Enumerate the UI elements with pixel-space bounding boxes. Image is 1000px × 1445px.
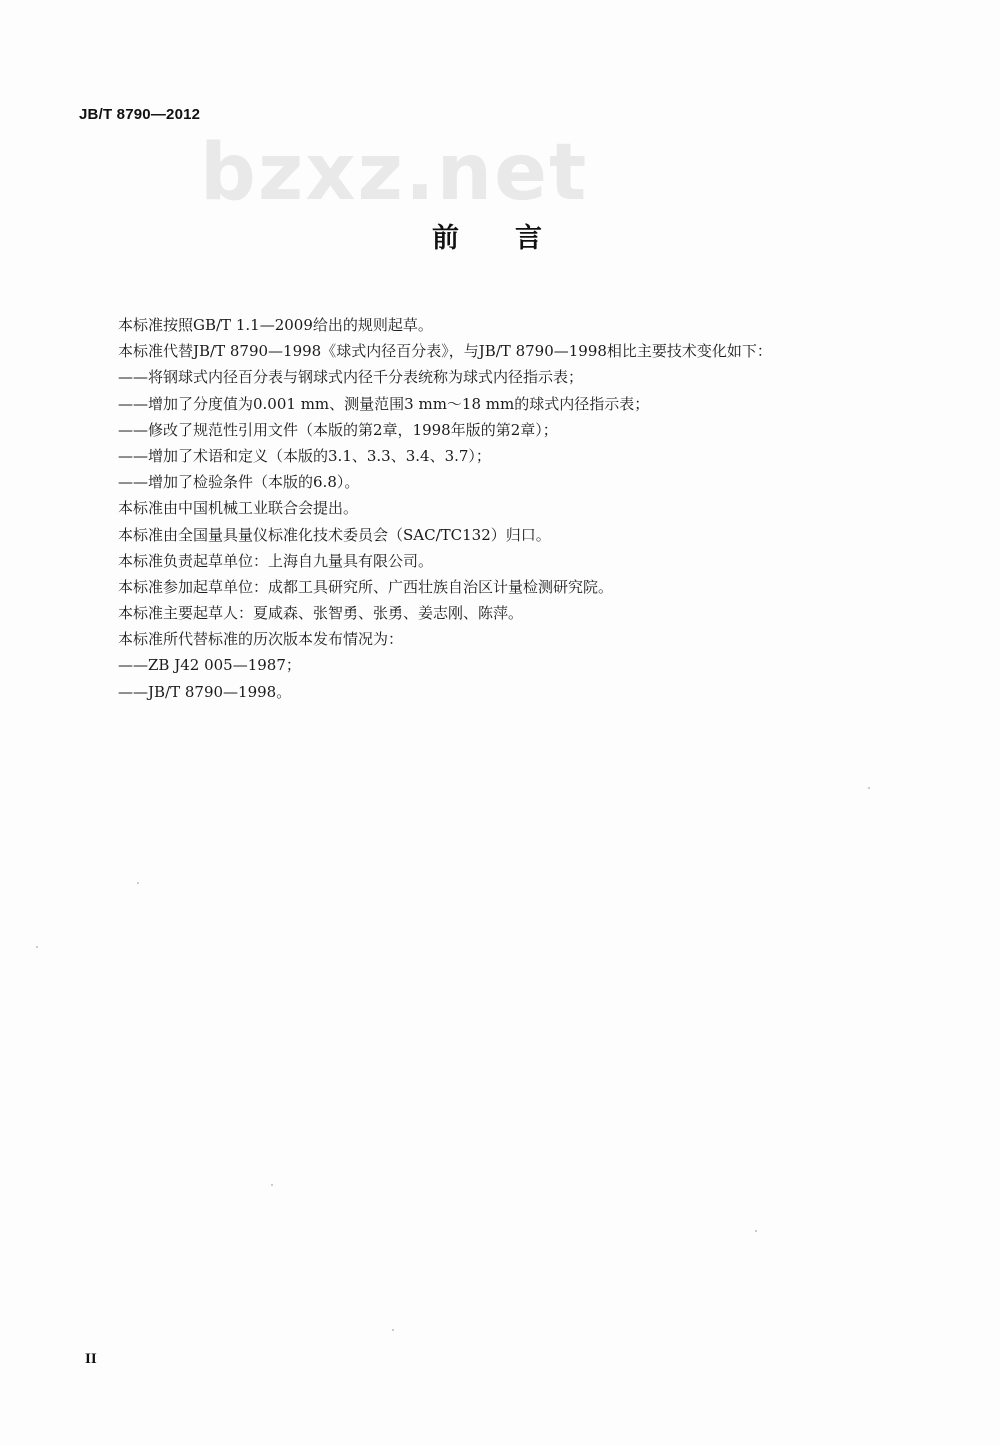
paragraph-proposer: 本标准由中国机械工业联合会提出。 bbox=[118, 499, 359, 518]
page-title: 前言 bbox=[432, 223, 598, 254]
paragraph-participating-drafters: 本标准参加起草单位：成都工具研究所、广西壮族自治区计量检测研究院。 bbox=[118, 577, 614, 596]
change-item: ——修改了规范性引用文件（本版的第2章，1998年版的第2章）； bbox=[118, 420, 558, 439]
change-item: ——增加了术语和定义（本版的3.1、3.3、3.4、3.7）； bbox=[118, 446, 491, 465]
scan-speck bbox=[36, 946, 38, 948]
site-watermark: bzxz.net bbox=[200, 128, 589, 218]
change-item: ——将钢球式内径百分表与钢球式内径千分表统称为球式内径指示表； bbox=[118, 368, 584, 387]
scan-speck bbox=[755, 1230, 757, 1232]
scan-speck bbox=[868, 787, 870, 789]
paragraph-responsible-drafter: 本标准负责起草单位：上海自九量具有限公司。 bbox=[118, 551, 434, 570]
foreword-body bbox=[118, 312, 918, 705]
paragraph-version-history: 本标准所代替标准的历次版本发布情况为： bbox=[118, 630, 404, 649]
version-history-item: ——ZB J42 005—1987； bbox=[118, 656, 301, 675]
change-item: ——增加了检验条件（本版的6.8）。 bbox=[118, 473, 360, 492]
change-item: ——增加了分度值为0.001 mm、测量范围3 mm～18 mm的球式内径指示表； bbox=[118, 394, 650, 413]
standard-code-header: JB/T 8790—2012 bbox=[79, 106, 201, 123]
paragraph-replacement: 本标准代替JB/T 8790—1998《球式内径百分表》，与JB/T 8790—1998相比主要技术变化如下： bbox=[118, 342, 772, 361]
paragraph-drafting-rules: 本标准按照GB/T 1.1—2009给出的规则起草。 bbox=[118, 316, 433, 334]
paragraph-main-drafters: 本标准主要起草人：夏咸森、张智勇、张勇、姜志刚、陈萍。 bbox=[118, 604, 524, 623]
paragraph-committee: 本标准由全国量具量仪标准化技术委员会（SAC/TC132）归口。 bbox=[118, 525, 551, 544]
page-number: II bbox=[85, 1351, 97, 1367]
scan-speck bbox=[271, 1184, 273, 1186]
version-history-item: ——JB/T 8790—1998。 bbox=[118, 682, 292, 701]
scan-speck bbox=[392, 1329, 394, 1331]
scan-speck bbox=[137, 882, 139, 884]
